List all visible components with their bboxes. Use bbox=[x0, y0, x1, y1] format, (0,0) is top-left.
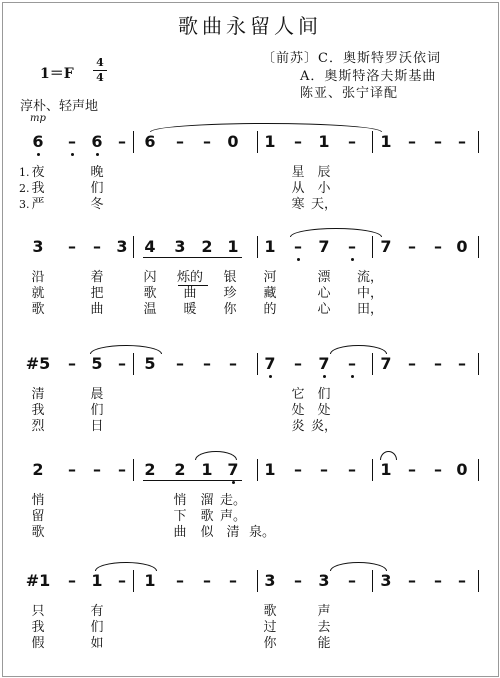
jianpu-note: 0 bbox=[456, 237, 468, 256]
lyric-syllable: 曲 bbox=[173, 525, 187, 540]
jianpu-note: – bbox=[408, 460, 416, 479]
jianpu-note: 1 bbox=[201, 460, 213, 479]
lyric-syllable: 暖 bbox=[183, 302, 197, 317]
tie-slur bbox=[90, 345, 162, 354]
lyric-syllable: 去 bbox=[317, 620, 331, 635]
lyric-syllable: 有 bbox=[90, 604, 104, 619]
octave-dot bbox=[96, 153, 99, 156]
lyric-syllable: 你 bbox=[263, 636, 277, 651]
jianpu-note: – bbox=[408, 132, 416, 151]
lyric-syllable: 似 bbox=[200, 525, 214, 540]
bar-line bbox=[372, 570, 373, 592]
bar-line bbox=[478, 353, 479, 375]
jianpu-note: 1 bbox=[380, 460, 392, 479]
time-signature bbox=[93, 57, 107, 84]
lyric-syllable: 炎 bbox=[291, 419, 305, 434]
jianpu-note: 0 bbox=[227, 132, 239, 151]
lyric-syllable: 泉。 bbox=[248, 525, 276, 540]
lyric-syllable: 中， bbox=[356, 286, 384, 301]
jianpu-note: 1 bbox=[91, 571, 103, 590]
lyric-syllable: 烁的 bbox=[176, 270, 204, 285]
lyric-syllable: 心 bbox=[317, 286, 331, 301]
tie-slur bbox=[380, 451, 397, 460]
lyric-syllable: 星 bbox=[291, 165, 305, 180]
tie-slur bbox=[330, 562, 387, 571]
bar-line bbox=[133, 236, 134, 258]
jianpu-note: 2 bbox=[32, 460, 44, 479]
lyric-syllable: 我 bbox=[31, 403, 45, 418]
jianpu-note: 7 bbox=[264, 354, 276, 373]
jianpu-note: 3 bbox=[380, 571, 392, 590]
jianpu-note: 5 bbox=[91, 354, 103, 373]
bar-line bbox=[478, 131, 479, 153]
jianpu-note: – bbox=[348, 237, 356, 256]
jianpu-note: – bbox=[348, 460, 356, 479]
beat-underline bbox=[143, 480, 242, 481]
key-signature: 1＝F bbox=[40, 66, 74, 82]
lyric-syllable: 把 bbox=[90, 286, 104, 301]
jianpu-note: – bbox=[294, 460, 302, 479]
octave-dot bbox=[71, 153, 74, 156]
lyric-syllable: 辰 bbox=[317, 165, 331, 180]
jianpu-note: 1 bbox=[264, 460, 276, 479]
jianpu-note: – bbox=[68, 354, 76, 373]
jianpu-note: 3 bbox=[318, 571, 330, 590]
bar-line bbox=[478, 459, 479, 481]
beat-underline bbox=[143, 257, 242, 258]
lyric-syllable: 河 bbox=[263, 270, 277, 285]
lyric-syllable: 银 bbox=[223, 270, 237, 285]
bar-line bbox=[133, 459, 134, 481]
jianpu-note: – bbox=[294, 571, 302, 590]
lyric-syllable: 过 bbox=[263, 620, 277, 635]
lyric-syllable: 从 bbox=[291, 181, 305, 196]
meter-bottom: 4 bbox=[96, 71, 104, 84]
bar-line bbox=[372, 353, 373, 375]
bar-line bbox=[372, 459, 373, 481]
octave-dot bbox=[269, 375, 272, 378]
jianpu-note: – bbox=[118, 132, 126, 151]
lyric-syllable: 寒 bbox=[291, 197, 305, 212]
jianpu-note: – bbox=[118, 460, 126, 479]
lyric-syllable: 珍 bbox=[223, 286, 237, 301]
bar-line bbox=[257, 353, 258, 375]
lyric-syllable: 们 bbox=[90, 403, 104, 418]
lyric-syllable: 我 bbox=[31, 620, 45, 635]
jianpu-note: – bbox=[203, 571, 211, 590]
lyric-syllable: 们 bbox=[90, 620, 104, 635]
jianpu-note: – bbox=[320, 460, 328, 479]
jianpu-note: 3 bbox=[116, 237, 128, 256]
jianpu-note: – bbox=[434, 237, 442, 256]
jianpu-note: #5 bbox=[25, 354, 51, 373]
lyric-syllable: 天， bbox=[310, 197, 338, 212]
jianpu-note: 1 bbox=[227, 237, 239, 256]
jianpu-note: – bbox=[348, 571, 356, 590]
meter-top: 4 bbox=[96, 56, 104, 69]
bar-line bbox=[133, 570, 134, 592]
jianpu-note: 1 bbox=[144, 571, 156, 590]
octave-dot bbox=[37, 153, 40, 156]
jianpu-note: – bbox=[408, 237, 416, 256]
lyric-syllable: 只 bbox=[31, 604, 45, 619]
lyric-syllable: 沿 bbox=[31, 270, 45, 285]
jianpu-note: 3 bbox=[32, 237, 44, 256]
jianpu-note: 2 bbox=[201, 237, 213, 256]
jianpu-note: – bbox=[68, 132, 76, 151]
jianpu-note: 2 bbox=[144, 460, 156, 479]
song-title: 歌曲永留人间 bbox=[178, 14, 322, 38]
lyric-syllable: 它 bbox=[291, 387, 305, 402]
jianpu-note: 7 bbox=[380, 354, 392, 373]
lyric-syllable: 们 bbox=[317, 387, 331, 402]
jianpu-note: – bbox=[176, 571, 184, 590]
tie-slur bbox=[330, 345, 387, 354]
bar-line bbox=[257, 236, 258, 258]
lyric-syllable: 下 bbox=[173, 509, 187, 524]
jianpu-note: – bbox=[408, 354, 416, 373]
jianpu-note: – bbox=[458, 571, 466, 590]
lyric-syllable: 处 bbox=[317, 403, 331, 418]
lyric-syllable: 就 bbox=[31, 286, 45, 301]
lyric-syllable: 歌 bbox=[263, 604, 277, 619]
lyric-underline bbox=[178, 285, 208, 286]
credit-composer: A．奥斯特洛夫斯基曲 bbox=[300, 69, 437, 84]
jianpu-note: 3 bbox=[174, 237, 186, 256]
lyric-syllable: 烈 bbox=[31, 419, 45, 434]
jianpu-note: – bbox=[118, 571, 126, 590]
bar-line bbox=[372, 236, 373, 258]
jianpu-note: 4 bbox=[144, 237, 156, 256]
jianpu-note: 1 bbox=[380, 132, 392, 151]
lyric-syllable: 如 bbox=[90, 636, 104, 651]
verse-number: 3. bbox=[19, 198, 30, 211]
dynamic-marking: mp bbox=[30, 113, 46, 124]
jianpu-note: – bbox=[229, 571, 237, 590]
lyric-syllable: 心 bbox=[317, 302, 331, 317]
bar-line bbox=[257, 570, 258, 592]
lyric-syllable: 走。 bbox=[219, 493, 247, 508]
jianpu-note: #1 bbox=[25, 571, 51, 590]
octave-dot bbox=[232, 481, 235, 484]
lyric-syllable: 晨 bbox=[90, 387, 104, 402]
jianpu-note: – bbox=[294, 354, 302, 373]
jianpu-note: 1 bbox=[264, 237, 276, 256]
jianpu-note: – bbox=[229, 354, 237, 373]
jianpu-note: – bbox=[348, 354, 356, 373]
lyric-syllable: 假 bbox=[31, 636, 45, 651]
jianpu-note: 7 bbox=[380, 237, 392, 256]
lyric-syllable: 的 bbox=[263, 302, 277, 317]
jianpu-note: – bbox=[458, 354, 466, 373]
lyric-syllable: 能 bbox=[317, 636, 331, 651]
lyric-syllable: 曲 bbox=[90, 302, 104, 317]
octave-dot bbox=[323, 375, 326, 378]
jianpu-note: 6 bbox=[144, 132, 156, 151]
lyric-syllable: 温 bbox=[143, 302, 157, 317]
lyric-syllable: 你 bbox=[223, 302, 237, 317]
lyric-syllable: 漂 bbox=[317, 270, 331, 285]
jianpu-note: – bbox=[118, 354, 126, 373]
bar-line bbox=[372, 131, 373, 153]
lyric-syllable: 清 bbox=[226, 525, 240, 540]
bar-line bbox=[257, 459, 258, 481]
lyric-syllable: 歌 bbox=[200, 509, 214, 524]
lyric-syllable: 炎， bbox=[310, 419, 338, 434]
jianpu-note: – bbox=[203, 132, 211, 151]
lyric-syllable: 溜 bbox=[200, 493, 214, 508]
lyric-syllable: 清 bbox=[31, 387, 45, 402]
jianpu-note: – bbox=[93, 237, 101, 256]
tempo-marking: 淳朴、轻声地 bbox=[20, 99, 99, 114]
verse-number: 2. bbox=[19, 182, 30, 195]
lyric-syllable: 藏 bbox=[263, 286, 277, 301]
jianpu-note: – bbox=[68, 460, 76, 479]
jianpu-note: 7 bbox=[318, 354, 330, 373]
lyric-syllable: 悄 bbox=[31, 493, 45, 508]
tie-slur bbox=[95, 562, 157, 571]
jianpu-note: – bbox=[203, 354, 211, 373]
jianpu-note: 2 bbox=[174, 460, 186, 479]
jianpu-note: 7 bbox=[318, 237, 330, 256]
jianpu-note: – bbox=[93, 460, 101, 479]
jianpu-note: 6 bbox=[91, 132, 103, 151]
jianpu-note: 7 bbox=[227, 460, 239, 479]
lyric-syllable: 声 bbox=[317, 604, 331, 619]
jianpu-note: – bbox=[176, 354, 184, 373]
lyric-syllable: 留 bbox=[31, 509, 45, 524]
lyric-syllable: 歌 bbox=[31, 525, 45, 540]
bar-line bbox=[133, 353, 134, 375]
lyric-syllable: 严 bbox=[31, 197, 45, 212]
jianpu-note: – bbox=[348, 132, 356, 151]
jianpu-note: 0 bbox=[456, 460, 468, 479]
bar-line bbox=[478, 236, 479, 258]
lyric-syllable: 歌 bbox=[31, 302, 45, 317]
credit-lyricist: 〔前苏〕C．奥斯特罗沃依词 bbox=[262, 51, 441, 66]
credit-translators: 陈亚、张宁译配 bbox=[300, 86, 399, 101]
jianpu-note: – bbox=[294, 132, 302, 151]
octave-dot bbox=[297, 258, 300, 261]
bar-line bbox=[478, 570, 479, 592]
jianpu-note: 5 bbox=[144, 354, 156, 373]
jianpu-note: – bbox=[434, 571, 442, 590]
lyric-syllable: 小 bbox=[317, 181, 331, 196]
lyric-syllable: 闪 bbox=[143, 270, 157, 285]
jianpu-note: – bbox=[408, 571, 416, 590]
bar-line bbox=[257, 131, 258, 153]
verse-number: 1. bbox=[19, 166, 30, 179]
lyric-syllable: 日 bbox=[90, 419, 104, 434]
lyric-syllable: 冬 bbox=[90, 197, 104, 212]
tie-slur bbox=[290, 228, 382, 237]
lyric-syllable: 们 bbox=[90, 181, 104, 196]
jianpu-note: – bbox=[458, 132, 466, 151]
lyric-syllable: 晚 bbox=[90, 165, 104, 180]
lyric-syllable: 声。 bbox=[219, 509, 247, 524]
lyric-syllable: 流， bbox=[356, 270, 384, 285]
bar-line bbox=[133, 131, 134, 153]
jianpu-note: – bbox=[434, 354, 442, 373]
lyric-syllable: 我 bbox=[31, 181, 45, 196]
lyric-syllable: 歌 bbox=[143, 286, 157, 301]
lyric-syllable: 悄 bbox=[173, 493, 187, 508]
jianpu-note: – bbox=[68, 571, 76, 590]
lyric-syllable: 田， bbox=[356, 302, 384, 317]
jianpu-note: 6 bbox=[32, 132, 44, 151]
tie-slur bbox=[150, 123, 382, 132]
lyric-syllable: 曲 bbox=[183, 286, 197, 301]
jianpu-note: 1 bbox=[264, 132, 276, 151]
tie-slur bbox=[195, 451, 237, 460]
jianpu-note: – bbox=[68, 237, 76, 256]
jianpu-note: 1 bbox=[318, 132, 330, 151]
lyric-syllable: 处 bbox=[291, 403, 305, 418]
lyric-syllable: 着 bbox=[90, 270, 104, 285]
jianpu-note: – bbox=[294, 237, 302, 256]
jianpu-note: – bbox=[176, 132, 184, 151]
jianpu-note: – bbox=[434, 460, 442, 479]
jianpu-note: 3 bbox=[264, 571, 276, 590]
jianpu-note: – bbox=[434, 132, 442, 151]
lyric-syllable: 夜 bbox=[31, 165, 45, 180]
octave-dot bbox=[351, 258, 354, 261]
octave-dot bbox=[351, 375, 354, 378]
